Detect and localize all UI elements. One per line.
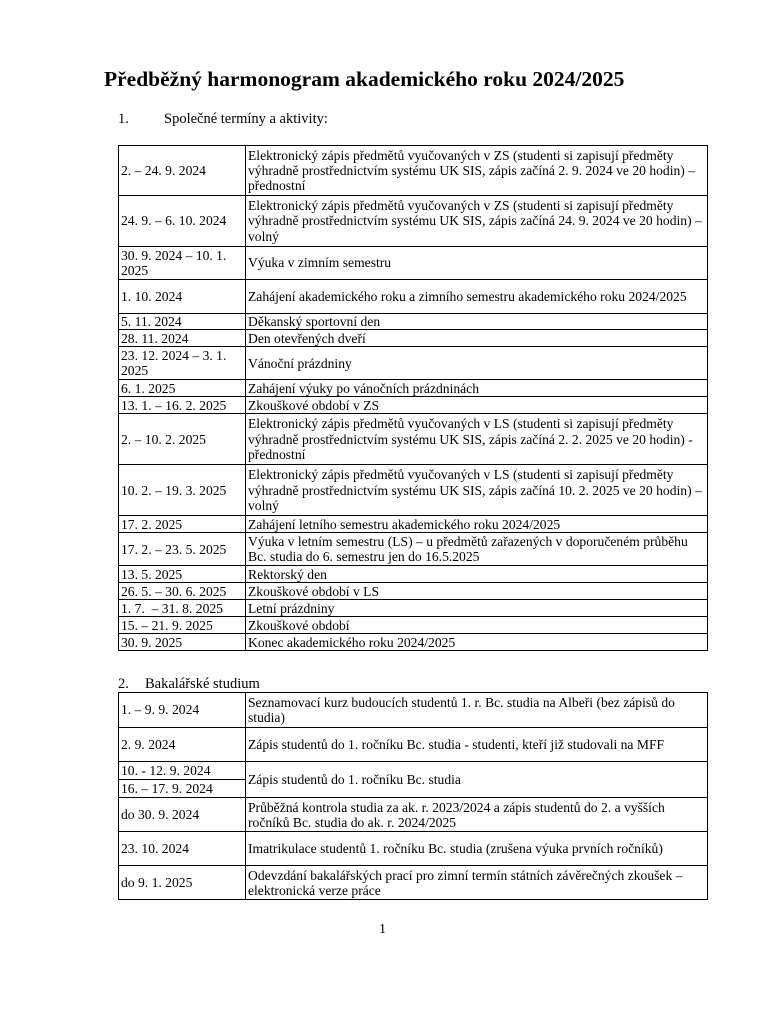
description-cell: Výuka v letním semestru (LS) – u předmětů zařazených v doporučeném průběhu Bc. studia do 6. semestru jen do 16.5.2025 [246,533,708,566]
date-cell: 28. 11. 2024 [119,330,246,347]
description-cell: Zahájení výuky po vánočních prázdninách [246,380,708,397]
date-subcell: 10. - 12. 9. 2024 [119,762,245,780]
table-row [119,516,708,533]
date-cell: 13. 5. 2025 [119,566,246,583]
table-row [119,196,708,247]
section-1-heading [118,111,418,129]
description-cell: Elektronický zápis předmětů vyučovaných v ZS (studenti si zapisují předměty výhradně prostřednictvím systému UK SIS, zápis začíná 24. 9. 2024 ve 20 hodin) – volný [246,196,708,247]
table-row [119,866,708,900]
date-cell: 2. – 10. 2. 2025 [119,414,246,465]
table-row [119,330,708,347]
date-cell: 6. 1. 2025 [119,380,246,397]
page-title: Předběžný harmonogram akademického roku 2024/2025 [104,67,625,91]
section-2-number: 2. [118,676,129,692]
description-cell: Průběžná kontrola studia za ak. r. 2023/2024 a zápis studentů do 2. a vyšších ročníků Bc. studia do ak. r. 2024/2025 [246,798,708,832]
table-row [119,832,708,866]
section-1-label: Společné termíny a aktivity: [164,111,328,127]
date-cell: 23. 12. 2024 – 3. 1. 2025 [119,347,246,380]
table-row [119,798,708,832]
date-cell [119,762,246,798]
table-row [119,314,708,330]
date-cell: 24. 9. – 6. 10. 2024 [119,196,246,247]
date-cell: 5. 11. 2024 [119,314,246,330]
table-row [119,533,708,566]
description-cell: Elektronický zápis předmětů vyučovaných v LS (studenti si zapisují předměty výhradně prostřednictvím systému UK SIS, zápis začíná 10. 2. 2025 ve 20 hodin) – volný [246,465,708,516]
date-subcell: 16. – 17. 9. 2024 [121,781,213,797]
section-1-number: 1. [118,111,129,127]
description-cell: Zkouškové období v ZS [246,397,708,414]
table-row [119,566,708,583]
common-dates-table [118,145,708,651]
date-cell: 15. – 21. 9. 2025 [119,617,246,634]
date-cell: 1. 7. – 31. 8. 2025 [119,600,246,617]
description-cell: Konec akademického roku 2024/2025 [246,634,708,651]
date-cell: 26. 5. – 30. 6. 2025 [119,583,246,600]
table-row [119,347,708,380]
date-cell: 30. 9. 2024 – 10. 1. 2025 [119,247,246,280]
table-row [119,247,708,280]
bachelor-study-table [118,692,708,900]
page-number: 1 [379,922,386,937]
table-row [119,397,708,414]
description-cell: Zahájení letního semestru akademického roku 2024/2025 [246,516,708,533]
description-cell: Elektronický zápis předmětů vyučovaných v ZS (studenti si zapisují předměty výhradně prostřednictvím systému UK SIS, zápis začíná 2. 9. 2024 ve 20 hodin) – přednostní [246,146,708,196]
description-cell: Zápis studentů do 1. ročníku Bc. studia - studenti, kteří již studovali na MFF [246,728,708,762]
table-row [119,617,708,634]
table-row [119,762,708,798]
description-cell: Odevzdání bakalářských prací pro zimní termín státních závěrečných zkoušek – elektronická verze práce [246,866,708,900]
table-row [119,634,708,651]
description-cell: Elektronický zápis předmětů vyučovaných v LS (studenti si zapisují předměty výhradně prostřednictvím systému UK SIS, zápis začíná 2. 2. 2025 ve 20 hodin) - přednostní [246,414,708,465]
description-cell: Rektorský den [246,566,708,583]
description-cell: Zahájení akademického roku a zimního semestru akademického roku 2024/2025 [246,280,708,314]
date-cell: 10. 2. – 19. 3. 2025 [119,465,246,516]
date-cell: do 30. 9. 2024 [119,798,246,832]
description-cell: Zkouškové období v LS [246,583,708,600]
date-cell: do 9. 1. 2025 [119,866,246,900]
description-cell: Seznamovací kurz budoucích studentů 1. r. Bc. studia na Albeři (bez zápisů do studia) [246,693,708,728]
date-cell: 23. 10. 2024 [119,832,246,866]
date-cell: 13. 1. – 16. 2. 2025 [119,397,246,414]
table-row [119,380,708,397]
description-cell: Zkouškové období [246,617,708,634]
table-row [119,146,708,196]
table-row [119,583,708,600]
description-cell: Zápis studentů do 1. ročníku Bc. studia [246,762,708,798]
description-cell: Den otevřených dveří [246,330,708,347]
date-cell: 30. 9. 2025 [119,634,246,651]
table-row [119,280,708,314]
date-cell: 1. 10. 2024 [119,280,246,314]
table-row [119,600,708,617]
date-cell: 17. 2. – 23. 5. 2025 [119,533,246,566]
table-row [119,728,708,762]
description-cell: Letní prázdniny [246,600,708,617]
description-cell: Imatrikulace studentů 1. ročníku Bc. studia (zrušena výuka prvních ročníků) [246,832,708,866]
table-row [119,465,708,516]
table-row [119,693,708,728]
date-cell: 2. 9. 2024 [119,728,246,762]
description-cell: Výuka v zimním semestru [246,247,708,280]
description-cell: Vánoční prázdniny [246,347,708,380]
description-cell: Děkanský sportovní den [246,314,708,330]
table-row [119,414,708,465]
date-cell: 2. – 24. 9. 2024 [119,146,246,196]
section-2-label: Bakalářské studium [145,676,260,692]
date-cell: 17. 2. 2025 [119,516,246,533]
date-cell: 1. – 9. 9. 2024 [119,693,246,728]
